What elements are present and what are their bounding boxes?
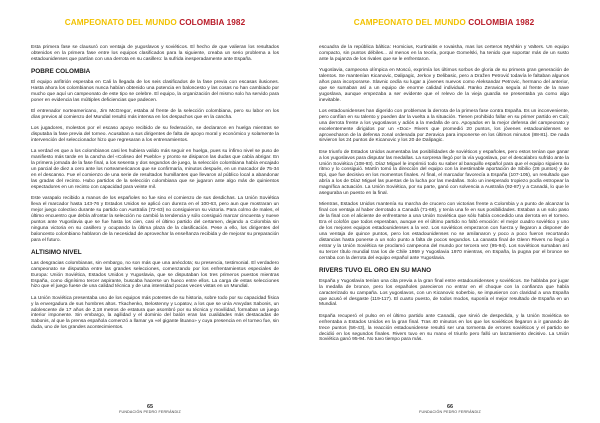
body-paragraph: Yugoslavia, campeona olímpica en Moscú, exprimía los últimos sorbos de gloria de su primera gran generación de talentos. Se mantenían Kicanovic, Dalipagic, Jerkov y Delibasic, pero a Dražen Petrović todavía le faltaban algunos años para incorporarse. Slavnic cedía su lugar a jóvenes nuevos como Aleksandar Petrovic, hermano del anterior, que se sumaban así a un equipo de enorme calidad individual. Ranko Zeravica seguía al frente de la nave yugoslava, aunque empezaba a ser evidente que el relevo de la vieja guardia se presentaba ya como algo inevitable. bbox=[319, 68, 569, 103]
page-number: 66 bbox=[446, 404, 454, 410]
running-head bbox=[319, 17, 569, 29]
body-paragraph: Los jugadores, molestos por el escaso apoyo recibido de su federación, se declararon en huelga mientras se disputaba la fase previa del torneo. Acusaban a sus dirigentes de falta de apoyo moral y económico y solamente la intervención del seleccionador hizo que regresaran a los entrenamientos. bbox=[31, 126, 279, 144]
body-paragraph: Los estadounidenses han digerido con problemas la derrota de la primera fase contra España. Es un inconveniente, pero confían en su talento y pueden dar la vuelta a la situación. Tienen prohibido fallar en su primer partido en Cali; una derrota frente a los yugoslavos y adiós a la medalla de oro. Apoyados en la mejor defensa del campeonato y excelentemente dirigidos por un «Doc» Rivers que promedió 20 puntos, los jóvenes estadounidenses se aprovecharon de la defensa zonal ordenada por Zeravica para imponerse en los últimos minutos (88-81). De nada sirvieron los 24 puntos de Kicanovic y los 20 de Dalipagic. bbox=[319, 108, 569, 144]
header-country-year: COLOMBIA 1982 bbox=[179, 18, 246, 27]
body-paragraph: escuadra de la república báltica: Homicius, Kurtinaitis e Iovaisha, mas los certeros Myshkin y Valters. Un equipo compacto, sin puntos débiles... al menos en la teoría, porque Gomelski, ha tenido que soportar más de un susto ante la pujanza de los rivales que se le enfrentaron. bbox=[319, 45, 569, 62]
body-paragraph: España y Yugoslavia tenían una cita previa a la gran final entre estadounidenses y soviéticos. Se hablaba por jugar la medalla de bronce, pero los españoles parecieron no entrar en el choque con la confianza que había caracterizado su campaña. Los yugoslavos, con un Kicanovic soberbio, se impusieron con claridad a una España que acusó el desgaste (119-117). El cuarto puesto, de todos modos, suponía el mejor resultado de España en un Mundial. bbox=[319, 278, 569, 308]
body-paragraph: Esta primera fase se clausuró con ventaja de yugoslavos y soviéticos. El hecho de que valieran los resultados obtenidos en la primera fase entre los equipos clasificados para la siguiente, creaba un serio problema a los estadounidenses que partían con una derrota en su casillero: la sufrida inesperadamente ante España. bbox=[31, 45, 279, 62]
page-footer bbox=[300, 404, 600, 415]
running-head bbox=[31, 17, 279, 29]
section-heading: ALTISIMO NIVEL bbox=[31, 248, 82, 256]
header-championship: CAMPEONATO DEL MUNDO bbox=[64, 18, 177, 27]
body-paragraph: La Unión Soviética presentaba uno de los equipos más potentes de su historia, sobre todo por su capacidad física y la envergadura de sus hombres altos. Tkachenko, Belostenny y Lopatov, a los que se unía Anvydas Sabonis, un adolescente de 17 años de 2,18 metros de estatura que asombró por su técnica y movilidad, formaban un juego interior imponente. Sin embargo, la agilidad y el dominio del balón eran las cualidades más destacadas de Sabonis, al que la prensa española comenzó a llamar ya «el gigante lituano» y cuya presencia en el torneo fue, sin duda, uno de los grandes acontecimientos. bbox=[31, 295, 279, 331]
right-page bbox=[300, 0, 600, 423]
body-paragraph: Mientras, Estados Unidos mantenía su marcha de crucero con victorias frente a Colombia y a punto de alcanzar la final con ventaja al haber derrotado a Canadá (71-69), y tenía una fe en sus posibilidades. Estaban a un solo paso de la final con el aliciente de enfrentarse a una Unión Soviética que sólo había concedido una derrota en el torneo. Era el colofón que todos esperaban, aunque en el último partido no faltó emoción: el mejor cuadro soviético y uno de los mejores equipos estadounidenses a la vez. Los soviéticos empezaron con fuerza y llegaron a disponer de una ventaja de quince puntos, pero los estadounidenses no se amilanaron y poco a poco fueron recortando distancias hasta ponerse a un solo punto a falta de pocos segundos. La canasta final de Glenn Rivers no llegó a entrar y la Unión Soviética se proclamó campeona del mundo por tercera vez (95-94). Los soviéticos sumaban así su tercer título mundial tras los de Chile 1959 y Yugoslavia 1970 mientras, en España, la pugna por el bronce se cerraba con la derrota del equipo español ante Yugoslavia. bbox=[319, 202, 569, 261]
body-paragraph: Este varapalo recibido a manos de los españoles no fue sino el comienzo de sus desdichas. La Unión Soviética lleva el marcador hasta 143-76 y Estados Unidos se aplicó con dureza en el 100-63, pero aun que mostraran un mejor juego colectivo durante su partido con Australia (72-63) no consiguieron su victoria. Para colmo de males, el último encuentro que debía afrontar la selección no cambió la tendencia y sólo consiguió marcar cincuenta y nueve puntos ante Yugoslavia que se fue hasta los cien, casi el último partido del certamen, dejando a Colombia sin ninguna victoria en su casillero y ocupando la última plaza de la clasificación. Pese a ello, los dirigentes del baloncesto colombiano hablaron de la necesidad de aprovechar la enseñanza recibida y de mejorar su preparación para el futuro. bbox=[31, 196, 279, 243]
section-heading: POBRE COLOMBIA bbox=[31, 68, 91, 76]
header-championship: CAMPEONATO DEL MUNDO bbox=[353, 18, 466, 27]
section-heading: RIVERS TUVO EL ORO EN SU MANO bbox=[319, 266, 432, 274]
body-paragraph: Ese triunfo de Estados Unidos aumentaba las posibilidades de soviéticos y españoles, pero estos tenían que ganar a los yugoslavos para disputar las medallas. La sorpresa llegó por la vía yugoslava, por el descalabro sufrido ante la Unión Soviética (108-93). Díaz Miguel le imprimió todo su saber al banquillo español para que el equipo siguiera su ritmo y lo consiguió. Martín tomó la dirección del equipo con la inestimable aportación de Sibilio (26 puntos) y de Epi, que fue decisivo en los momentos finales. Al final, el marcador favorecía a España (107-105), un resultado que abría a los de Díaz Miguel las puertas de la lucha por las medallas. Solo un inesperado tropiezo podía estropear la magnífica actuación. La Unión Soviética, por su parte, ganó con solvencia a Australia (92-87) y a Canadá, lo que le aseguraba un puesto en la final. bbox=[319, 149, 569, 197]
right-text-column bbox=[319, 45, 569, 343]
header-country-year: COLOMBIA 1982 bbox=[468, 18, 535, 27]
body-paragraph: El entrenador norteamericano, Jim McGregor, estaba al frente de la selección colombiana, pero su labor en los días previos al comienzo del Mundial resultó más intensa en los despachos que en la cancha. bbox=[31, 109, 279, 121]
left-text-column bbox=[31, 45, 279, 331]
body-paragraph: España recuperó el pulso en el último partido ante Canadá, que sirvió de despedida, y la Unión Soviética se enfrentaba a Estados Unidos en la gran final. Tras 40 minutos en los que los soviéticos llegaron a ir ganando de trece puntos (56-43), la reacción estadounidense resultó ser una tormenta de errores soviéticos y el partido se decidió en los segundos finales. Rivers tuvo en su mano el triunfo pero falló un lanzamiento decisivo. La Unión Soviética ganó 95-94. No tuvo tiempo para más. bbox=[319, 313, 569, 343]
body-paragraph: Las desgracias colombianas, sin embargo, no son más que una anécdota; su presencia, testimonial. El verdadero campeonato se disputaba entre las grandes selecciones, comenzando por los enfrentamientos especiales de Europa: Unión Soviética, Estados Unidos y Yugoslavia, que se disputaban los tres primeros puestos mientras España, como dignísimo tercer aspirante, buscaba hacerse un hueco entre ellos. La carga de estas selecciones hizo que el juego fuese de una calidad técnica y de una intensidad pocas veces vistas en un Mundial. bbox=[31, 260, 279, 290]
footer-credit: FUNDACIÓN PEDRO FERRÁNDIZ bbox=[119, 410, 181, 414]
body-paragraph: El equipo anfitrión esperaba en Cali la llegada de los seis clasificados de la fase previa con escasas ilusiones. Hasta ahora los colombianos nunca habían obtenido una potencia en baloncesto y las cosas no han cambiado por mucho que aquí un campeonato de este tipo se celebre. El equipo, la organización del mismo solo ha servido para poner en evidencia las múltiples deficiencias que padecen. bbox=[31, 80, 279, 103]
footer-credit: FUNDACIÓN PEDRO FERRÁNDIZ bbox=[419, 410, 481, 414]
body-paragraph: La verdad es que a los colombianos casi les hubiera valido más seguir en huelga, pues su ínfimo nivel se puso de manifiesto más tarde en la cancha del «Coliseo del Pueblo» y pronto se disiparon las dudas que cabía abrigar. En la primera jornada de la fase final, a los sesenta y dos segundos de juego, la selección colombiana había encajado un parcial de diez a cero ante los norteamericanos que se confirmaría, minutos después, en un marcador de 75-34 en el descanso. Fue el comienzo de una serie de resultados humillantes que llevaron al público local a abandonar las gradas del recinto. Hubo partidos de la selección colombiana que se jugaron ante algo más de quinientos espectadores en un recinto con capacidad para veinte mil. bbox=[31, 149, 279, 190]
page-footer bbox=[0, 404, 300, 415]
page-number: 65 bbox=[146, 404, 154, 410]
